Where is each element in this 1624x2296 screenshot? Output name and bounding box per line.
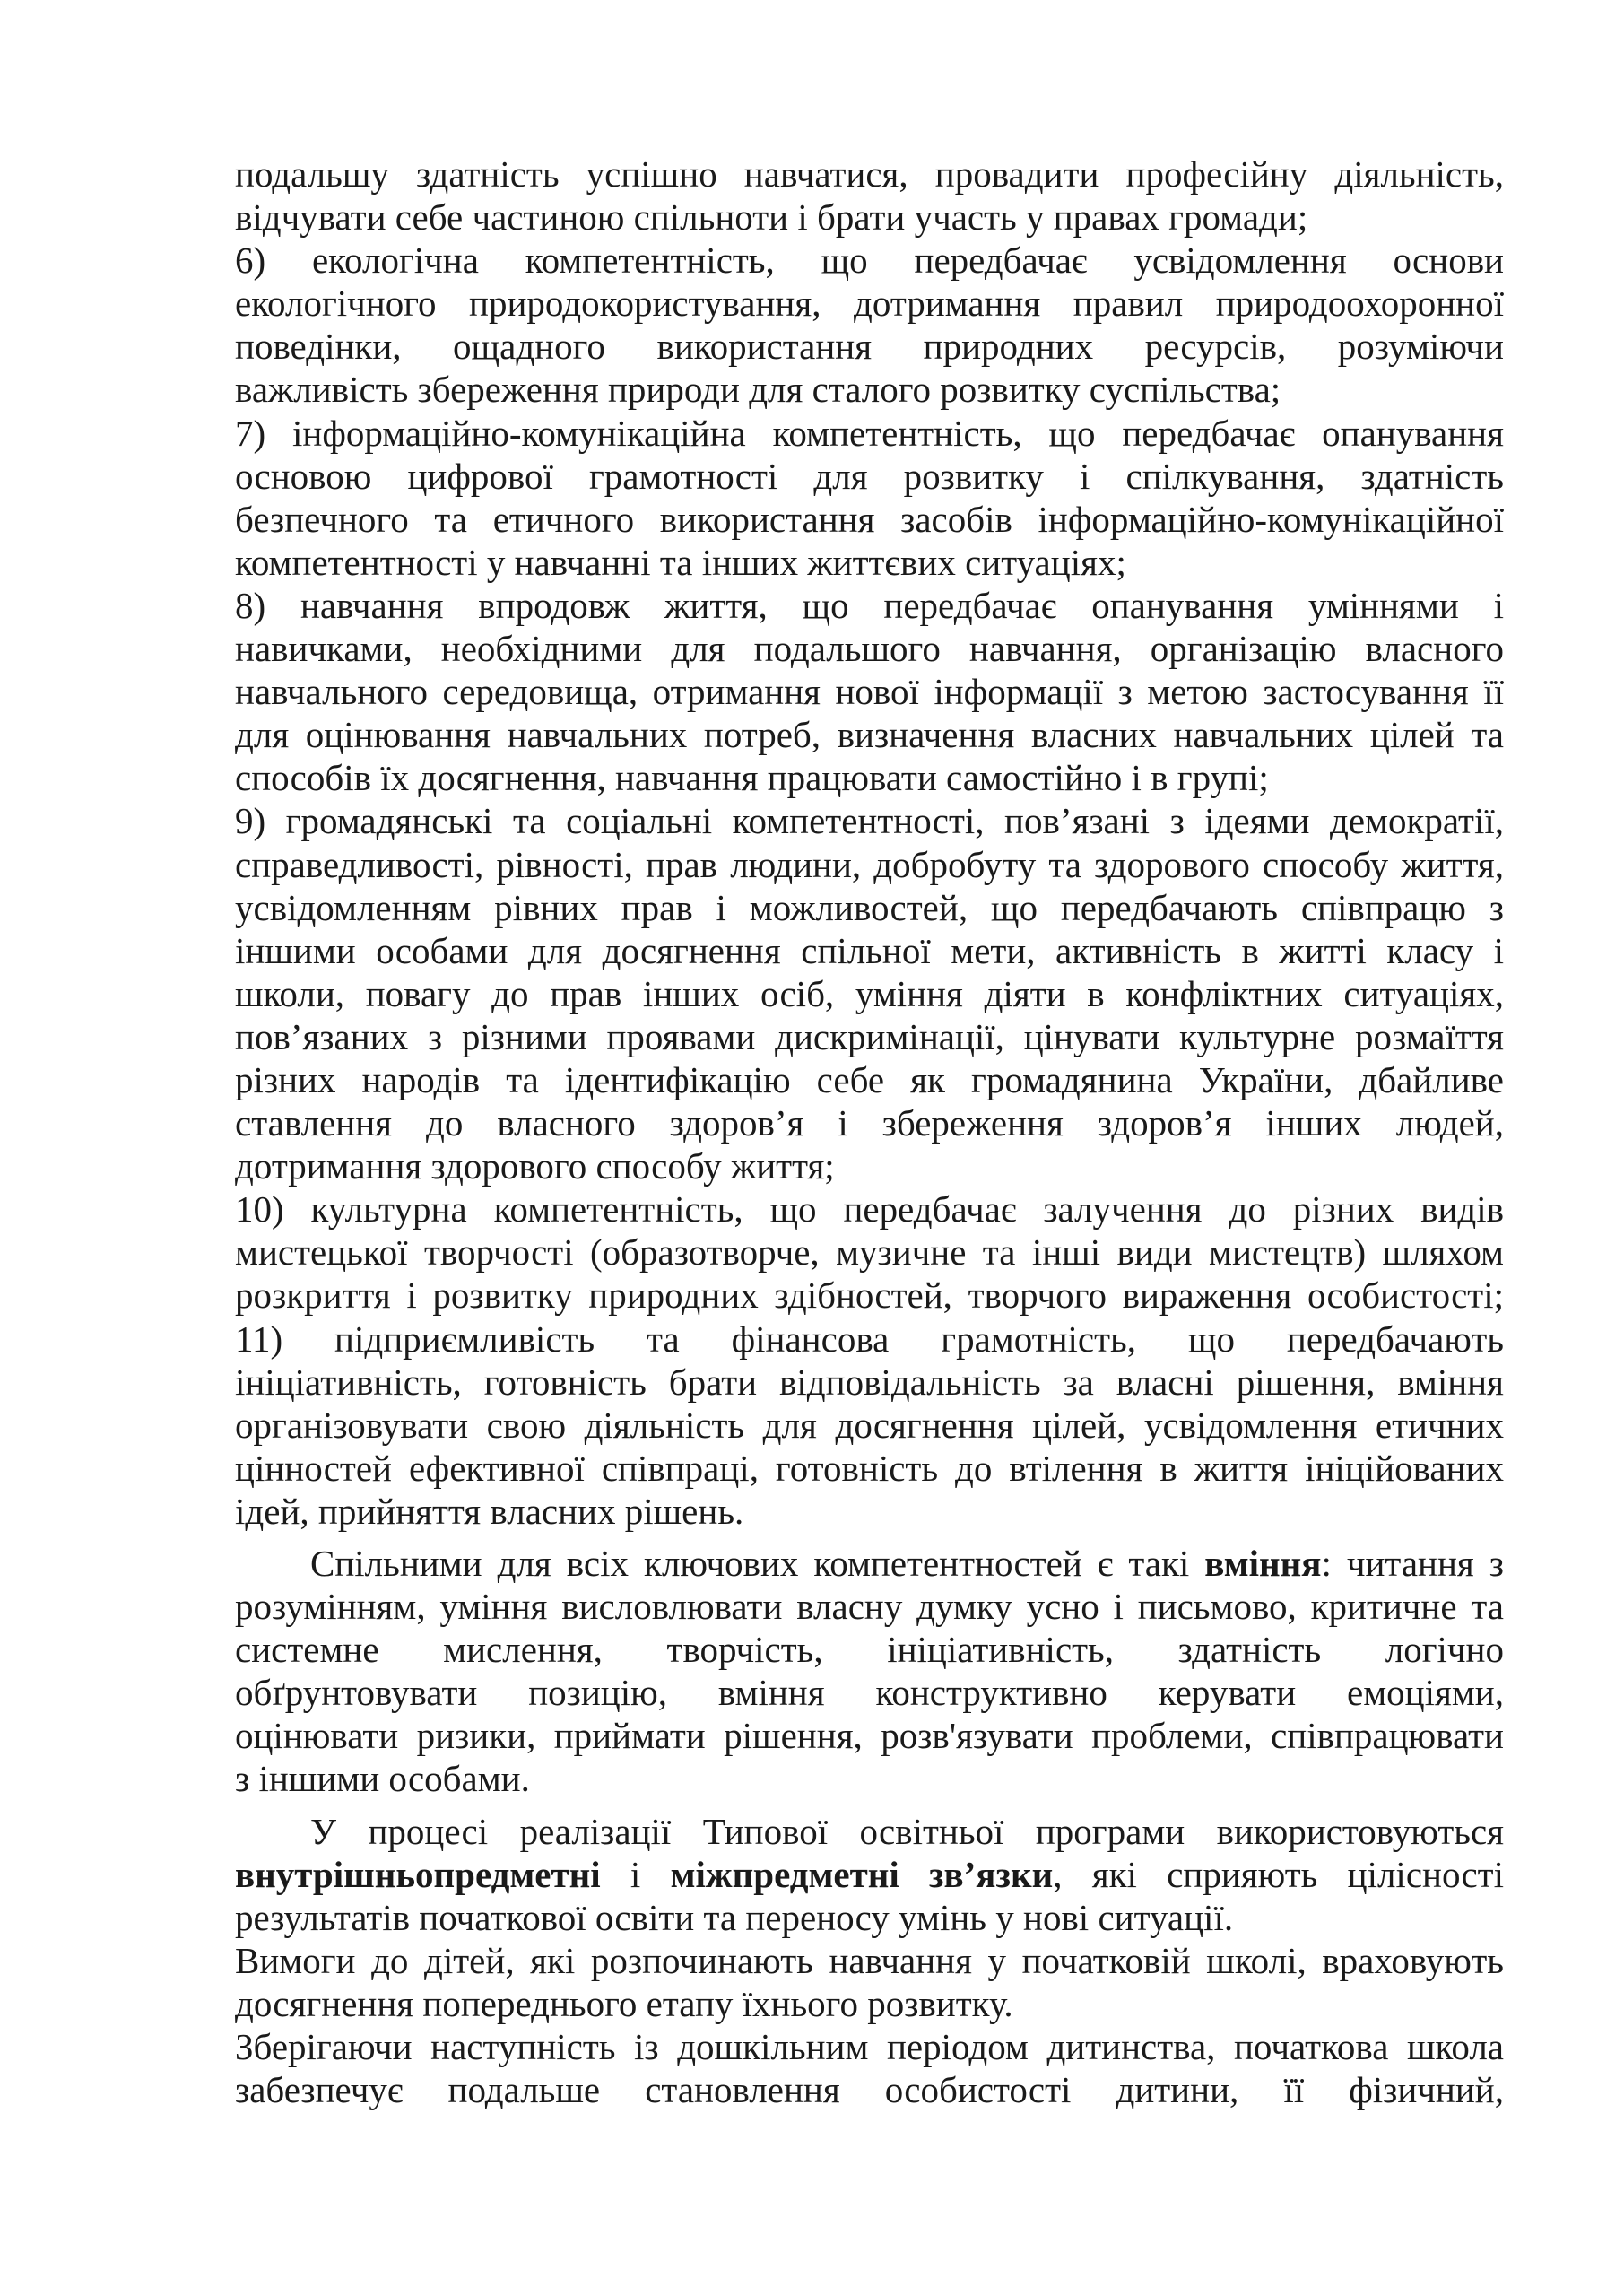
text-line: ініціативність, готовність брати відповідальність за власні рішення, вміння	[235, 1361, 1504, 1403]
text-line: основою цифрової грамотності для розвитку і спілкування, здатність	[235, 455, 1504, 497]
text-line: навичками, необхідними для подальшого навчання, організацію власного	[235, 628, 1504, 670]
text-line: безпечного та етичного використання засобів інформаційно-комунікаційної	[235, 498, 1504, 540]
text-line: школи, повагу до прав інших осіб, уміння діяти в конфліктних ситуаціях,	[235, 972, 1504, 1014]
text-line: Вимоги до дітей, які розпочинають навчання у початковій школі, враховують	[235, 1939, 1504, 1981]
text-line: 7) інформаційно-комунікаційна компетентність, що передбачає опанування	[235, 412, 1504, 454]
text-line: У процесі реалізації Типової освітньої програми використовуються	[310, 1810, 1504, 1852]
document-page	[235, 152, 1504, 2111]
text-line: цінностей ефективної співпраці, готовність до втілення в життя ініційованих	[235, 1447, 1504, 1489]
text-line: розкриття і розвитку природних здібностей, творчого вираження особистості;	[235, 1274, 1504, 1317]
text-line: ставлення до власного здоров’я і збереження здоров’я інших людей,	[235, 1102, 1504, 1144]
text-line: важливість збереження природи для сталого розвитку суспільства;	[235, 369, 1281, 411]
text-line: екологічного природокористування, дотримання правил природоохоронної	[235, 283, 1504, 325]
text-line: Зберігаючи наступність із дошкільним періодом дитинства, початкова школа	[235, 2026, 1504, 2068]
bold-term: вміння	[1204, 1543, 1322, 1584]
text-line	[235, 1542, 1504, 1585]
bold-term: міжпредметні зв’язки	[670, 1853, 1054, 1895]
text-line: 10) культурна компетентність, що передбачає залучення до різних видів	[235, 1188, 1504, 1231]
text-line: різних народів та ідентифікацію себе як громадянина України, дбайливе	[235, 1058, 1504, 1100]
text-line: оцінювати ризики, приймати рішення, розв'язувати проблеми, співпрацювати	[235, 1715, 1504, 1757]
text-line	[235, 1853, 1504, 1896]
text-span: Спільними для всіх ключових компетентностей є такі	[310, 1543, 1205, 1584]
text-line: пов’язаних з різними проявами дискримінації, цінувати культурне розмаїття	[235, 1015, 1504, 1057]
paragraph-gap	[235, 1533, 1504, 1542]
text-line: 11) підприємливість та фінансова грамотність, що передбачають	[235, 1318, 1504, 1360]
text-line: забезпечує подальше становлення особистості дитини, її фізичний,	[235, 2069, 1504, 2111]
text-line: навчального середовища, отримання нової інформації з метою застосування її	[235, 671, 1504, 713]
text-line: відчувати себе частиною спільноти і брати участь у правах громади;	[235, 196, 1308, 239]
text-line: 8) навчання впродовж життя, що передбачає опанування уміннями і	[235, 584, 1504, 626]
text-line: усвідомленням рівних прав і можливостей, що передбачають співпрацю з	[235, 886, 1504, 928]
text-line: системне мислення, творчість, ініціативність, здатність логічно	[235, 1629, 1504, 1671]
text-span: , які сприяють цілісності	[1053, 1853, 1504, 1895]
text-span: і	[600, 1853, 671, 1895]
text-line: поведінки, ощадного використання природних ресурсів, розуміючи	[235, 326, 1504, 368]
text-line: справедливості, рівності, прав людини, добробуту та здорового способу життя,	[235, 843, 1504, 885]
text-line: 6) екологічна компетентність, що передбачає усвідомлення основи	[235, 239, 1504, 282]
text-line: іншими особами для досягнення спільної мети, активність в житті класу і	[235, 929, 1504, 971]
text-line: подальшу здатність успішно навчатися, провадити професійну діяльність,	[235, 153, 1504, 195]
text-line: ідей, прийняття власних рішень.	[235, 1490, 744, 1532]
text-line: компетентності у навчанні та інших життєвих ситуаціях;	[235, 541, 1126, 583]
text-line: розумінням, уміння висловлювати власну думку усно і письмово, критичне та	[235, 1586, 1504, 1628]
text-span: : читання з	[1321, 1543, 1504, 1584]
text-line: для оцінювання навчальних потреб, визначення власних навчальних цілей та	[235, 714, 1504, 756]
paragraph-gap	[235, 1801, 1504, 1810]
text-line: 9) громадянські та соціальні компетентності, пов’язані з ідеями демократії,	[235, 800, 1504, 842]
text-line: мистецької творчості (образотворче, музичне та інші види мистецтв) шляхом	[235, 1231, 1504, 1274]
text-line: досягнення попереднього етапу їхнього розвитку.	[235, 1982, 1013, 2024]
text-line: результатів початкової освіти та переносу умінь у нові ситуації.	[235, 1896, 1234, 1938]
text-line: дотримання здорового способу життя;	[235, 1145, 835, 1187]
text-line: обґрунтовувати позицію, вміння конструктивно керувати емоціями,	[235, 1672, 1504, 1714]
text-line: з іншими особами.	[235, 1758, 530, 1800]
text-line: способів їх досягнення, навчання працювати самостійно і в групі;	[235, 757, 1269, 799]
text-line: організовувати свою діяльність для досягнення цілей, усвідомлення етичних	[235, 1404, 1504, 1446]
bold-term: внутрішньопредметні	[235, 1853, 601, 1895]
